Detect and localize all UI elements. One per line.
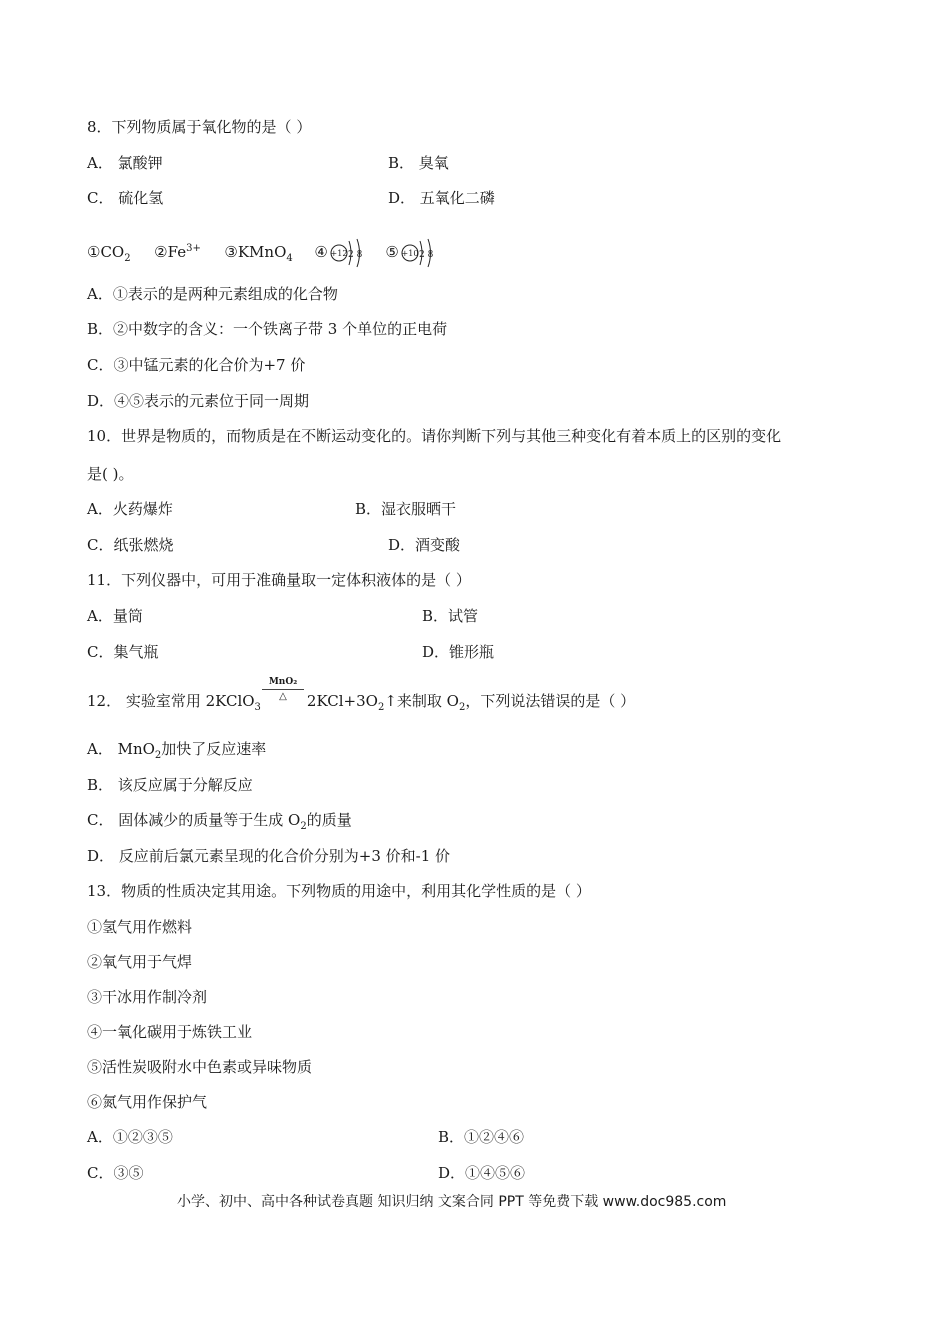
ne-atom-structure-diagram — [399, 237, 435, 269]
q9-item-4: ④ +12 2 8 — [314, 243, 363, 261]
q11-option-a: A．量筒 — [87, 607, 143, 625]
q11-stem: 11．下列仪器中，可用于准确量取一定体积液体的是（ ） — [87, 571, 471, 589]
q8-option-b: B． 臭氧 — [388, 154, 449, 172]
q9-option-a: A．①表示的是两种元素组成的化合物 — [87, 285, 338, 303]
atom-4-shells: 2 8 — [347, 250, 363, 260]
q13-item-5: ⑤活性炭吸附水中色素或异味物质 — [87, 1058, 313, 1076]
q8-option-c: C． 硫化氢 — [87, 189, 164, 207]
q10-option-d: D．酒变酸 — [388, 536, 461, 554]
q11-option-d: D．锥形瓶 — [422, 643, 495, 661]
q10-stem-line2: 是( )。 — [87, 465, 134, 483]
q12-option-d: D． 反应前后氯元素呈现的化合价分别为+3 价和-1 价 — [87, 847, 451, 865]
q10-option-b: B．湿衣服晒干 — [355, 500, 457, 518]
q9-items — [87, 237, 435, 269]
mg-atom-structure-diagram — [328, 237, 364, 269]
q10-option-c: C．纸张燃烧 — [87, 536, 174, 554]
q8-option-d: D． 五氧化二磷 — [388, 189, 495, 207]
q12-option-b: B． 该反应属于分解反应 — [87, 776, 253, 794]
q11-option-b: B．试管 — [422, 607, 479, 625]
q10-stem-line1: 10．世界是物质的，而物质是在不断运动变化的。请你判断下列与其他三种变化有着本质上的区别的变化 — [87, 427, 782, 445]
q12-stem: 12． 实验室常用 2KClO$_3$ $2KCl+3O_2↑$来制取 $O_2$，下列说法错误的是（ ） — [87, 692, 636, 713]
catalyst-label: MnO₂ — [268, 677, 298, 687]
heat-symbol: △ — [279, 691, 287, 702]
q12-option-a: A． MnO$_2$加快了反应速率 — [87, 740, 267, 761]
q13-stem: 13．物质的性质决定其用途。下列物质的用途中，利用其化学性质的是（ ） — [87, 882, 591, 900]
q13-item-6: ⑥氮气用作保护气 — [87, 1093, 208, 1111]
q9-item-1: $①CO_2$ — [87, 243, 131, 264]
q13-item-4: ④一氧化碳用于炼铁工业 — [87, 1023, 253, 1041]
q11-option-c: C．集气瓶 — [87, 643, 159, 661]
q13-option-b: B．①②④⑥ — [438, 1128, 525, 1146]
q8-option-a: A． 氯酸钾 — [87, 154, 163, 172]
q9-option-b: B．②中数字的含义：一个铁离子带 3 个单位的正电荷 — [87, 320, 448, 338]
q13-item-1: ①氢气用作燃料 — [87, 918, 193, 936]
q9-item-3: ③KMnO$_4$ — [224, 243, 293, 264]
footer-watermark: 小学、初中、高中各种试卷真题 知识归纳 文案合同 PPT 等免费下载 www.doc985.com — [177, 1194, 727, 1210]
q9-item-5: ⑤ +10 2 8 — [385, 243, 434, 261]
q13-item-2: ②氧气用于气焊 — [87, 953, 193, 971]
q10-option-a: A．火药爆炸 — [87, 500, 173, 518]
q13-item-3: ③干冰用作制冷剂 — [87, 988, 208, 1006]
atom-5-shells: 2 8 — [418, 250, 434, 260]
q12-option-c: C． 固体减少的质量等于生成 $O_2$的质量 — [87, 811, 352, 832]
q9-option-c: C．③中锰元素的化合价为+7 价 — [87, 356, 306, 374]
q13-option-c: C．③⑤ — [87, 1164, 144, 1182]
q9-item-2: $②Fe^{3+}$ — [154, 243, 201, 261]
q13-option-a: A．①②③⑤ — [87, 1128, 173, 1146]
atom-4-nucleus: +12 — [330, 249, 348, 258]
atom-5-nucleus: +10 — [401, 249, 419, 258]
q9-option-d: D．④⑤表示的元素位于同一周期 — [87, 392, 310, 410]
q8-stem: 8．下列物质属于氧化物的是（ ） — [87, 118, 312, 136]
q13-option-d: D．①④⑤⑥ — [438, 1164, 526, 1182]
